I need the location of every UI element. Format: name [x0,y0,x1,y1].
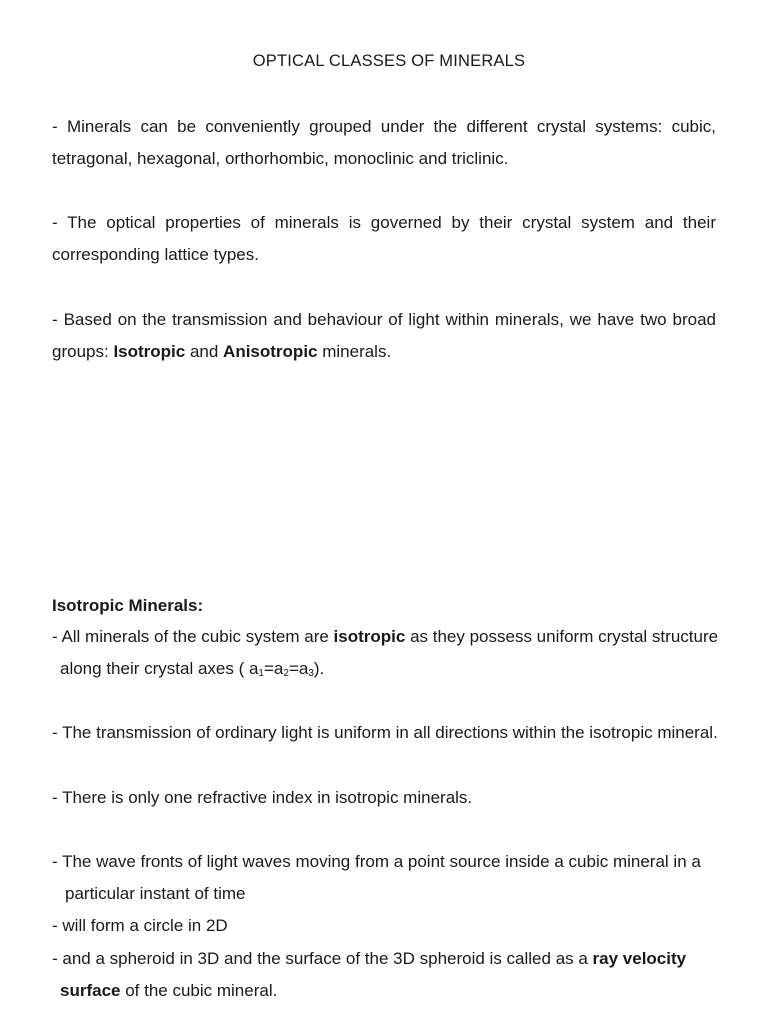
term-anisotropic: Anisotropic [223,342,318,361]
line-text: ). [313,659,325,678]
list-item-spheroid-3d [52,945,686,973]
list-item-continuation: particular instant of time [65,884,246,903]
paragraph-text: - Based on the transmission and behaviour of light within minerals, we have two broad groups: [52,310,716,361]
list-item-refractive-index: - There is only one refractive index in isotropic minerals. [52,788,473,807]
line-text: - and a spheroid in 3D and the surface of the 3D spheroid is called as a [52,949,593,968]
list-item-continuation [60,655,324,683]
term-isotropic: Isotropic [113,342,186,361]
section-heading-isotropic: Isotropic Minerals: [52,596,204,615]
list-item-transmission: - The transmission of ordinary light is uniform in all directions within the isotropic mineral. [52,723,718,742]
paragraph-text: and [185,342,224,361]
term-ray-velocity: ray velocity [592,949,687,968]
paragraph-crystal-systems [52,111,716,175]
subscript: 3 [308,668,314,679]
paragraph-broad-groups [52,304,716,368]
line-text: =a [263,659,284,678]
paragraph-text: minerals. [317,342,392,361]
list-item-cubic-isotropic [52,623,718,651]
subscript: 1 [258,668,264,679]
list-item-continuation [60,977,277,1005]
list-item-circle-2d: - will form a circle in 2D [52,916,228,935]
paragraph-optical-properties [52,207,716,271]
line-text: of the cubic mineral. [120,981,278,1000]
line-text: as they possess uniform crystal structure [405,627,719,646]
line-text: along their crystal axes ( a [60,659,259,678]
term-surface: surface [60,981,121,1000]
line-text: - All minerals of the cubic system are [52,627,334,646]
paragraph-text: - The optical properties of minerals is governed by their crystal system and their corresponding lattice types. [52,213,716,264]
list-item-wave-fronts: - The wave fronts of light waves moving from a point source inside a cubic mineral in a [52,852,701,871]
page-title: OPTICAL CLASSES OF MINERALS [252,52,526,70]
subscript: 2 [283,668,289,679]
term-isotropic: isotropic [333,627,406,646]
paragraph-text: - Minerals can be conveniently grouped under the different crystal systems: cubic, tetragonal, hexagonal, orthorhombic, monoclinic and triclinic. [52,117,716,168]
line-text: =a [288,659,309,678]
